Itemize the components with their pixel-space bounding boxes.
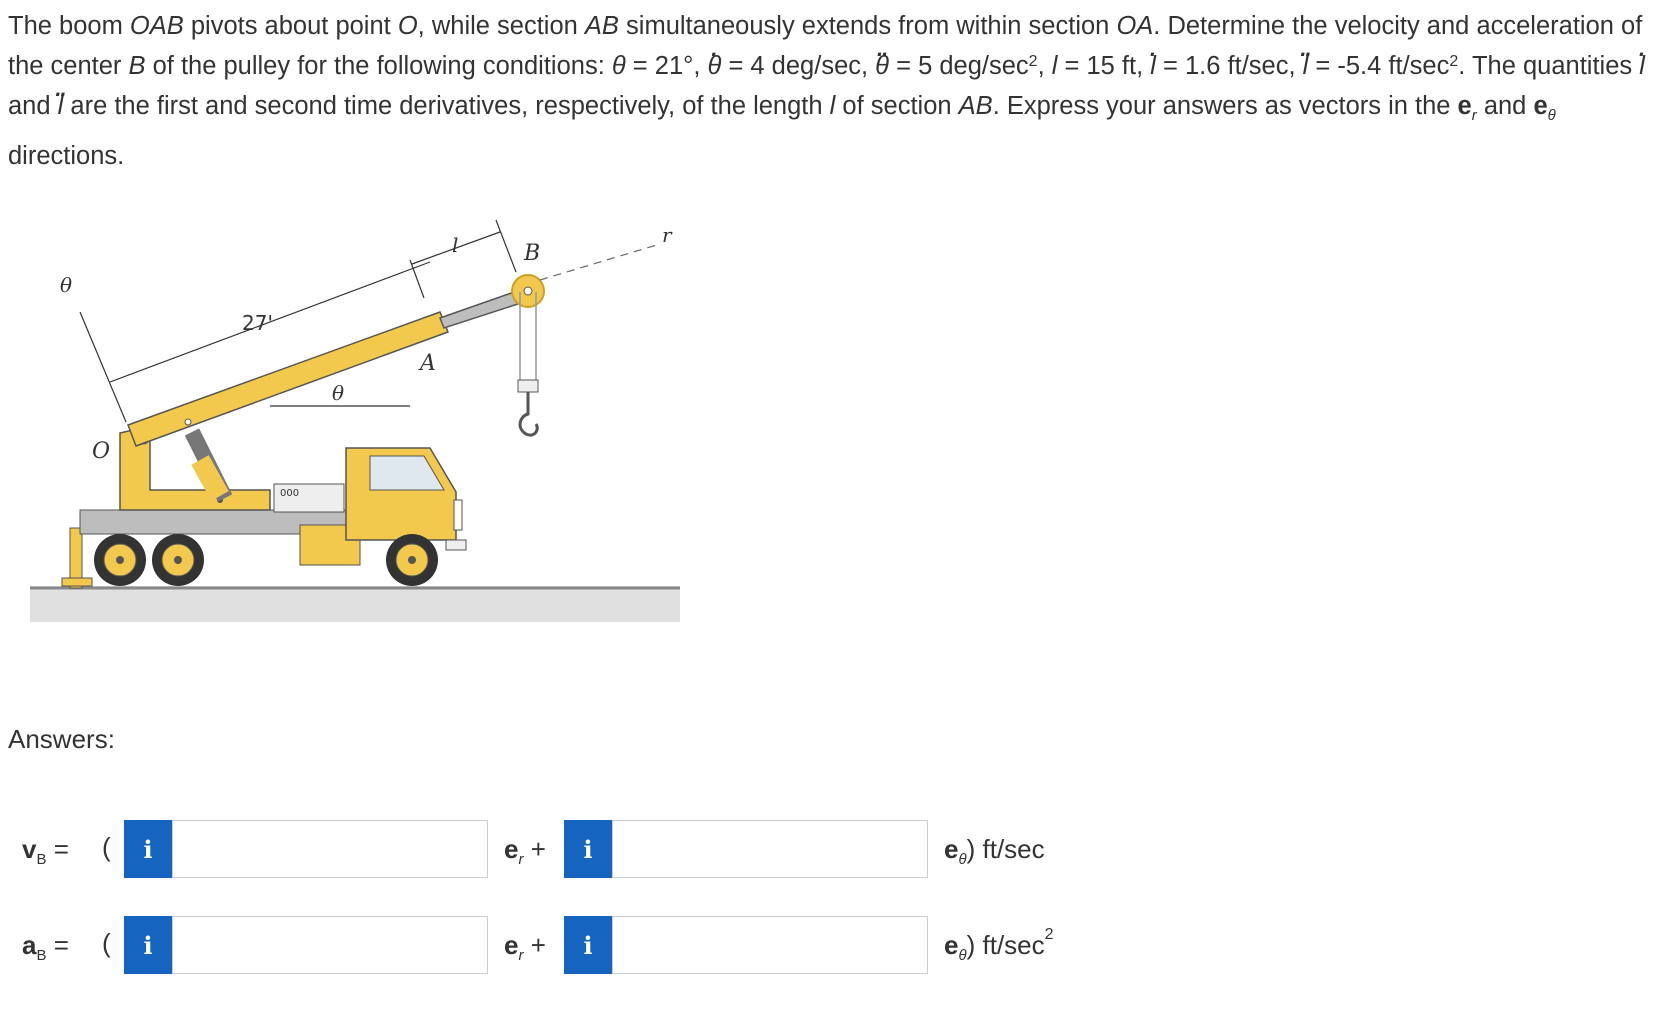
- velocity-er-label: $e_r$ +: [504, 834, 546, 869]
- label-o: O: [92, 439, 111, 464]
- label-theta-top: θ: [60, 273, 73, 297]
- crane-figure: [20, 200, 720, 670]
- velocity-theta-input[interactable]: [612, 820, 928, 878]
- velocity-r-input[interactable]: [172, 820, 488, 878]
- label-l: l: [452, 233, 459, 257]
- hook: [520, 392, 537, 435]
- acceleration-r-input[interactable]: [172, 916, 488, 974]
- velocity-r-info-icon[interactable]: i: [124, 820, 172, 878]
- ground: [30, 586, 680, 622]
- acceleration-label: $a_B$ =: [22, 930, 69, 965]
- acceleration-unit: $e_\theta$) $ft/\sec^2$: [944, 926, 1054, 965]
- velocity-row: [0, 820, 1200, 880]
- label-r: r: [662, 223, 672, 247]
- acceleration-theta-info-icon[interactable]: i: [564, 916, 612, 974]
- label-theta-angle: θ: [332, 381, 345, 405]
- velocity-unit: $e_\theta$) ft/sec: [944, 834, 1045, 869]
- boom-ab: [440, 290, 524, 328]
- acceleration-r-info-icon[interactable]: i: [124, 916, 172, 974]
- label-000: 000: [280, 488, 300, 499]
- boom-oa: [128, 312, 448, 446]
- label-b: B: [524, 241, 541, 266]
- acceleration-theta-input[interactable]: [612, 916, 928, 974]
- velocity-open-paren: (: [102, 832, 111, 862]
- acceleration-row: [0, 916, 1200, 976]
- acceleration-er-label: $e_r$ +: [504, 930, 546, 965]
- velocity-theta-info-icon[interactable]: i: [564, 820, 612, 878]
- acceleration-open-paren: (: [102, 928, 111, 958]
- label-27: 27': [242, 311, 273, 335]
- velocity-label: $v_B$ =: [22, 834, 69, 869]
- label-a: A: [420, 351, 436, 376]
- answers-heading: Answers:: [8, 724, 115, 754]
- problem-statement: The boom OAB pivots about point O, while section AB simultaneously extends from within section OA. Determine the velocity and acceleration of the center B of the pulley for the following conditions: θ = 21°, . θ = 4 deg/sec, .. θ = 5 deg/$\sec^2$, l = 15 ft, . l = 1.6 ft/sec, .. l = -5.4 $ft/\sec^2$. The quantities . l and .. l are the first and second time derivatives, respectively, of the length l of section AB. Express your answers as vectors in the $e_r$ and $e_\theta$ directions.: [8, 6, 1648, 176]
